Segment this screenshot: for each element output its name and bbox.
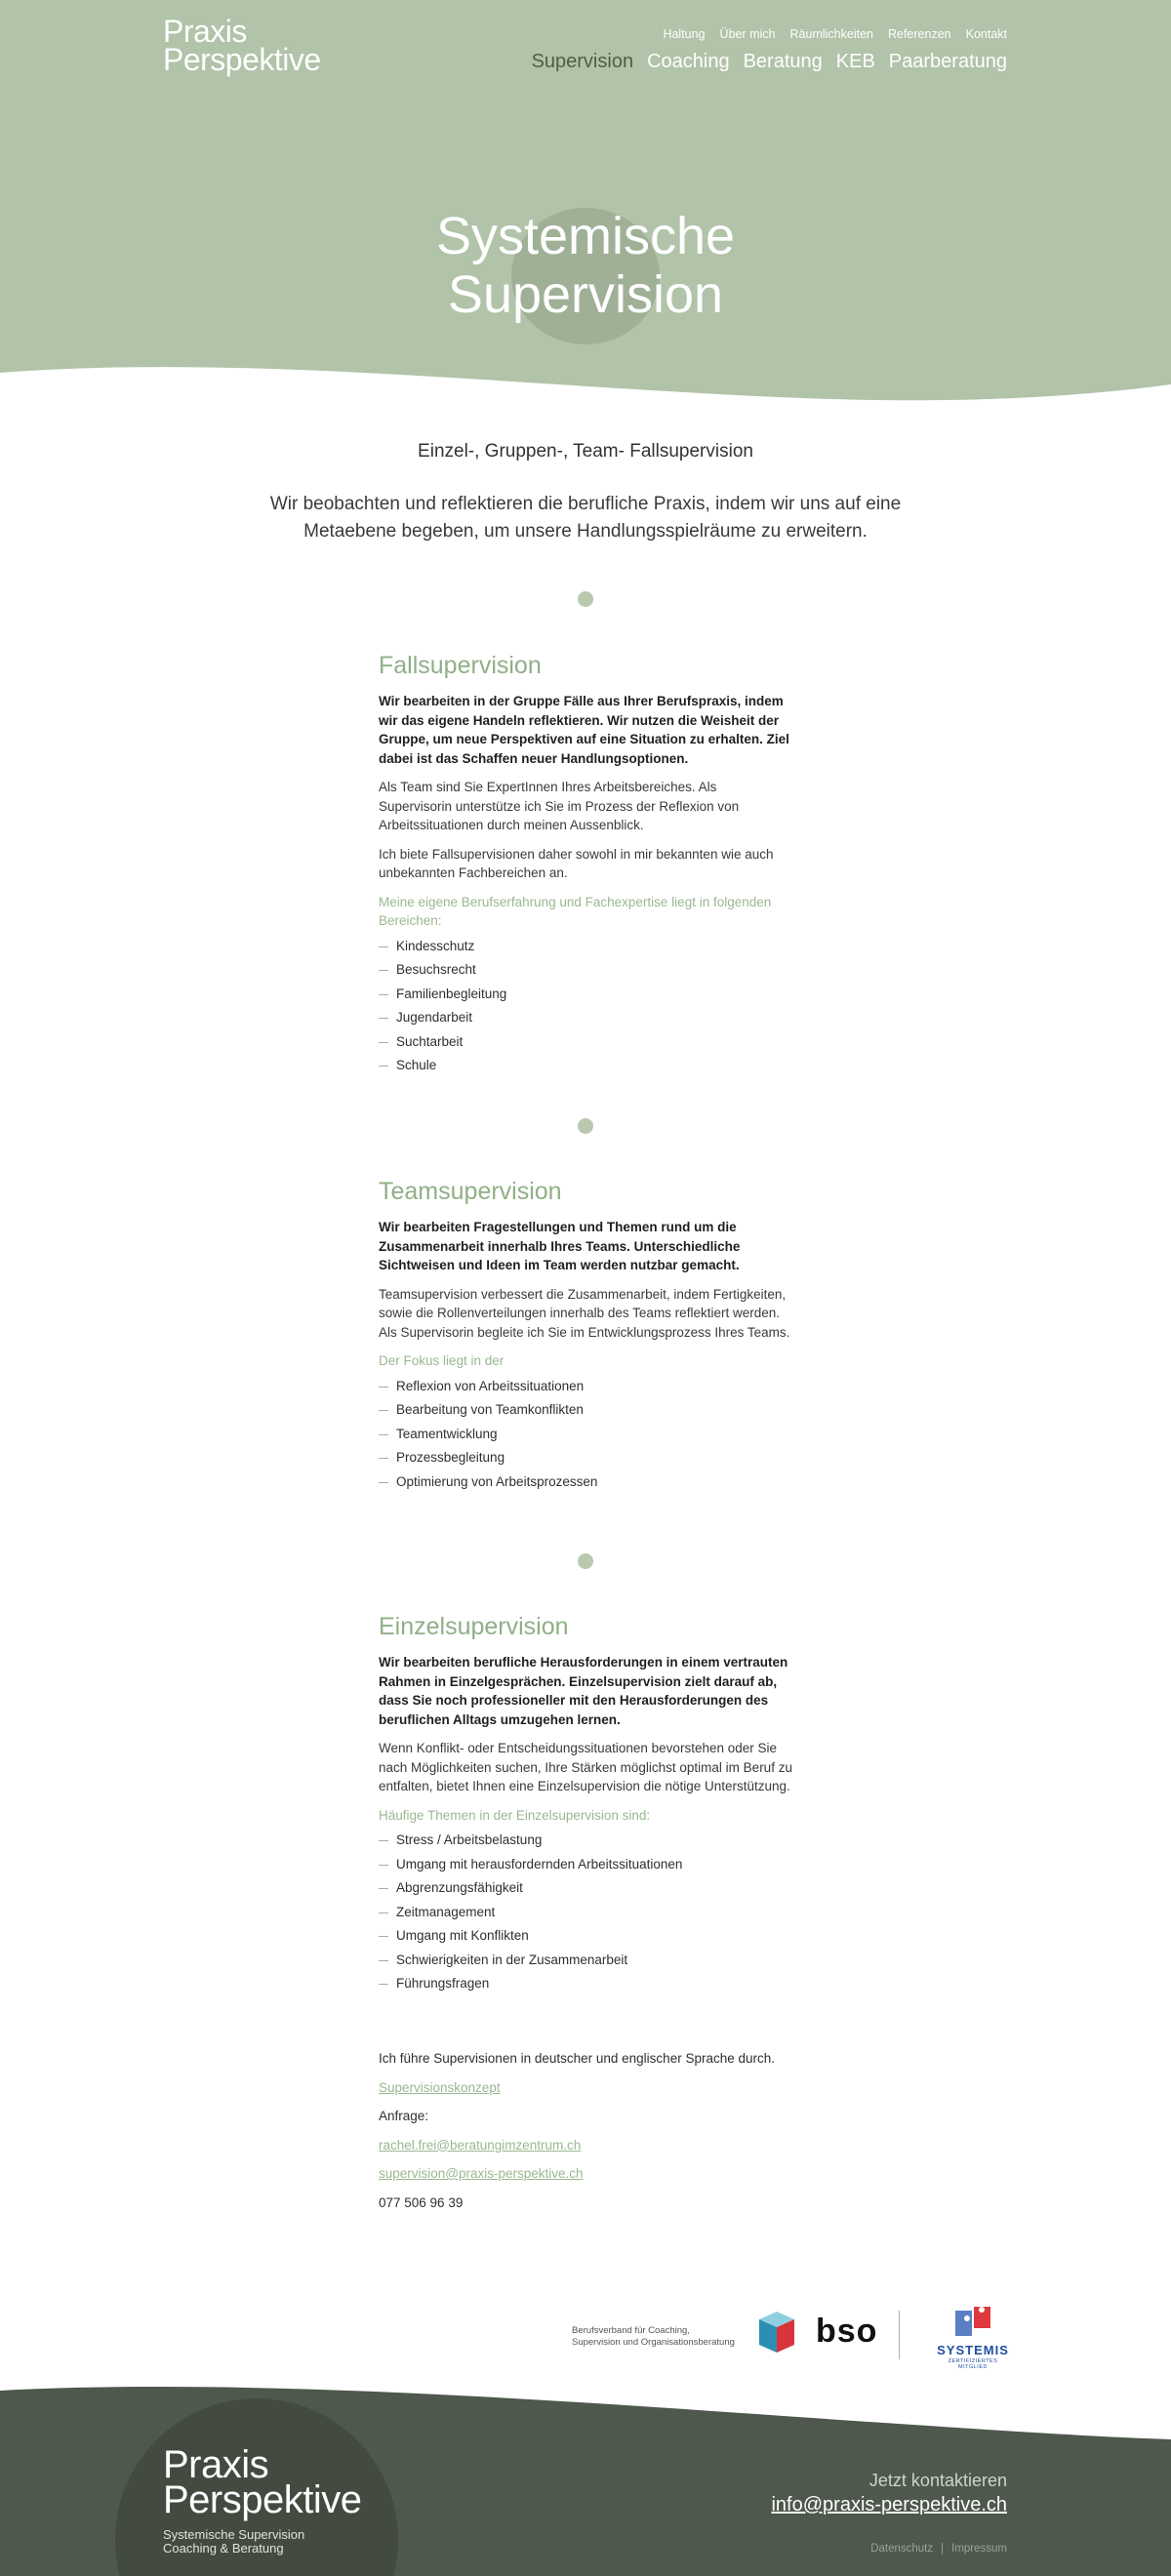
section-divider-dot <box>578 1118 593 1134</box>
nav-tab-beratung[interactable]: Beratung <box>743 51 823 72</box>
section-paragraph: Wenn Konflikt- oder Entscheidungssituationen bevorstehen oder Sie nach Möglichkeiten suchen, Ihre Stärken möglichst optimal im Beruf zu entfalten, bietet Ihnen eine Einzelsupervision die nötige Unterstützung. <box>379 1741 792 1793</box>
nav-tab-supervision[interactable]: Supervision <box>531 51 634 72</box>
list-item: Teamentwicklung <box>379 1423 792 1447</box>
list-item: Optimierung von Arbeitsprozessen <box>379 1470 792 1495</box>
section-lead: Wir bearbeiten Fragestellungen und Themen rund um die Zusammenarbeit innerhalb Ihres Teams. Unterschiedliche Sichtweisen und Ideen im Team werden nutzbar gemacht. <box>379 1220 741 1272</box>
section-title: Teamsupervision <box>379 1178 562 1205</box>
list-item: Umgang mit herausfordernden Arbeitssituationen <box>379 1853 792 1877</box>
list-item: Jugendarbeit <box>379 1006 792 1030</box>
systemis-puzzle-icon <box>953 2305 992 2338</box>
intro-subtitle: Einzel-, Gruppen-, Team- Fallsupervision <box>418 441 753 462</box>
systemis-logo[interactable] <box>935 2303 1011 2371</box>
footer-legal-links <box>870 2543 1007 2555</box>
phone-number: 077 506 96 39 <box>379 2194 464 2210</box>
footer-cta: Jetzt kontaktieren <box>868 2471 1007 2490</box>
section-lead: Wir bearbeiten in der Gruppe Fälle aus Ihrer Berufspraxis, indem wir das eigene Handeln reflektieren. Wir nutzen die Weisheit der Gruppe, um neue Perspektiven auf eine Situation zu erhalten. Ziel dabei ist das Schaffen neuer Handlungsoptionen. <box>379 694 789 766</box>
list-item: Abgrenzungsfähigkeit <box>379 1876 792 1901</box>
expertise-list <box>379 935 792 1078</box>
section-paragraph: Ich biete Fallsupervisionen daher sowohl in mir bekannten wie auch unbekannten Fachbereichen an. <box>379 846 774 880</box>
footer-email-link[interactable]: info@praxis-perspektive.ch <box>771 2494 1007 2516</box>
bso-caption-line-2: Supervision und Organisationsberatung <box>572 2337 735 2348</box>
section-lead: Wir bearbeiten berufliche Herausforderungen in einem vertrauten Rahmen in Einzelgesprächen. Einzelsupervision zielt darauf ab, dass Sie noch professioneller mit den Herausforderungen des beruflichen Alltags umzugehen lernen. <box>379 1655 788 1727</box>
topics-list <box>379 1829 792 1996</box>
email-link-rachel[interactable]: rachel.frei@beratungimzentrum.ch <box>379 2137 582 2153</box>
supervision-concept-link[interactable]: Supervisionskonzept <box>379 2079 501 2095</box>
footer-tagline-line-2: Coaching & Beratung <box>163 2541 284 2556</box>
list-item: Bearbeitung von Teamkonflikten <box>379 1398 792 1423</box>
page-title-line-2: Supervision <box>447 265 724 324</box>
list-heading: Der Fokus liegt in der <box>379 1353 505 1368</box>
nav-link-kontakt[interactable]: Kontakt <box>965 27 1007 41</box>
footer-logo-line-1: Praxis <box>163 2443 269 2486</box>
request-label: Anfrage: <box>379 2109 429 2123</box>
logo-line-1: Praxis <box>163 14 247 49</box>
section-divider-dot <box>578 591 593 607</box>
site-logo[interactable] <box>163 14 321 77</box>
list-item: Familienbegleitung <box>379 983 792 1007</box>
systemis-subtitle: ZERTIFIZIERTES MITGLIED <box>948 2358 998 2370</box>
page-title-line-1: Systemische <box>435 207 736 265</box>
footer-link-separator: | <box>941 2543 945 2555</box>
list-item: Schule <box>379 1054 792 1078</box>
systemis-name: SYSTEMIS <box>937 2343 1009 2357</box>
nav-link-raeumlichkeiten[interactable]: Räumlichkeiten <box>789 27 873 41</box>
hero-banner <box>0 0 1171 410</box>
imprint-link[interactable]: Impressum <box>951 2543 1007 2555</box>
bso-logo-text[interactable]: bso <box>816 2313 878 2350</box>
partner-divider <box>899 2311 900 2359</box>
page-title <box>0 207 1171 324</box>
list-heading: Meine eigene Berufserfahrung und Fachexpertise liegt in folgenden Bereichen: <box>379 894 772 928</box>
intro-text: Wir beobachten und reflektieren die berufliche Praxis, indem wir uns auf eine Metaebene begeben, um unsere Handlungsspielräume zu erweitern. <box>269 494 902 542</box>
section-paragraph: Als Team sind Sie ExpertInnen Ihres Arbeitsbereiches. Als Supervisorin unterstütze ich Sie im Prozess der Reflexion von Arbeitssituationen durch meinen Aussenblick. <box>379 780 740 832</box>
footer-logo[interactable] <box>163 2443 362 2521</box>
contact-block <box>379 2049 792 2222</box>
site-footer <box>0 2381 1171 2576</box>
section-paragraph: Teamsupervision verbessert die Zusammenarbeit, indem Fertigkeiten, sowie die Rollenverteilungen innerhalb des Teams reflektiert werden. Als Supervisorin begleite ich Sie im Entwicklungsprozess Ihres Teams. <box>379 1286 790 1340</box>
nav-link-haltung[interactable]: Haltung <box>663 27 706 41</box>
privacy-link[interactable]: Datenschutz <box>870 2543 934 2555</box>
bso-caption-line-1: Berufsverband für Coaching, <box>572 2325 690 2336</box>
logo-line-2: Perspektive <box>163 42 321 77</box>
list-item: Reflexion von Arbeitssituationen <box>379 1375 792 1399</box>
main-nav <box>532 51 1007 73</box>
list-item: Führungsfragen <box>379 1972 792 1996</box>
partner-logos <box>572 2303 1011 2371</box>
focus-list <box>379 1375 792 1495</box>
list-item: Prozessbegleitung <box>379 1446 792 1470</box>
list-item: Schwierigkeiten in der Zusammenarbeit <box>379 1949 792 1973</box>
hero-wave-divider <box>0 351 1171 410</box>
nav-tab-paarberatung[interactable]: Paarberatung <box>888 51 1007 72</box>
email-link-supervision[interactable]: supervision@praxis-perspektive.ch <box>379 2166 584 2181</box>
list-item: Umgang mit Konflikten <box>379 1924 792 1949</box>
secondary-nav <box>663 27 1007 41</box>
footer-tagline <box>163 2528 304 2556</box>
list-item: Kindesschutz <box>379 935 792 959</box>
list-item: Zeitmanagement <box>379 1901 792 1925</box>
list-item: Stress / Arbeitsbelastung <box>379 1829 792 1853</box>
section-divider-dot <box>578 1553 593 1569</box>
nav-link-referenzen[interactable]: Referenzen <box>887 27 951 41</box>
footer-tagline-line-1: Systemische Supervision <box>163 2527 305 2542</box>
footer-logo-line-2: Perspektive <box>163 2478 362 2521</box>
list-heading: Häufige Themen in der Einzelsupervision sind: <box>379 1807 651 1823</box>
section-teamsupervision <box>379 1178 792 1494</box>
section-title: Fallsupervision <box>379 652 542 679</box>
section-title: Einzelsupervision <box>379 1613 569 1640</box>
nav-link-ueber-mich[interactable]: Über mich <box>719 27 776 41</box>
language-note: Ich führe Supervisionen in deutscher und englischer Sprache durch. <box>379 2051 775 2066</box>
section-einzelsupervision <box>379 1613 792 1996</box>
bso-caption <box>572 2325 735 2349</box>
section-fallsupervision <box>379 652 792 1078</box>
nav-tab-coaching[interactable]: Coaching <box>647 51 730 72</box>
list-item: Suchtarbeit <box>379 1030 792 1055</box>
nav-tab-keb[interactable]: KEB <box>835 51 875 72</box>
list-item: Besuchsrecht <box>379 958 792 983</box>
